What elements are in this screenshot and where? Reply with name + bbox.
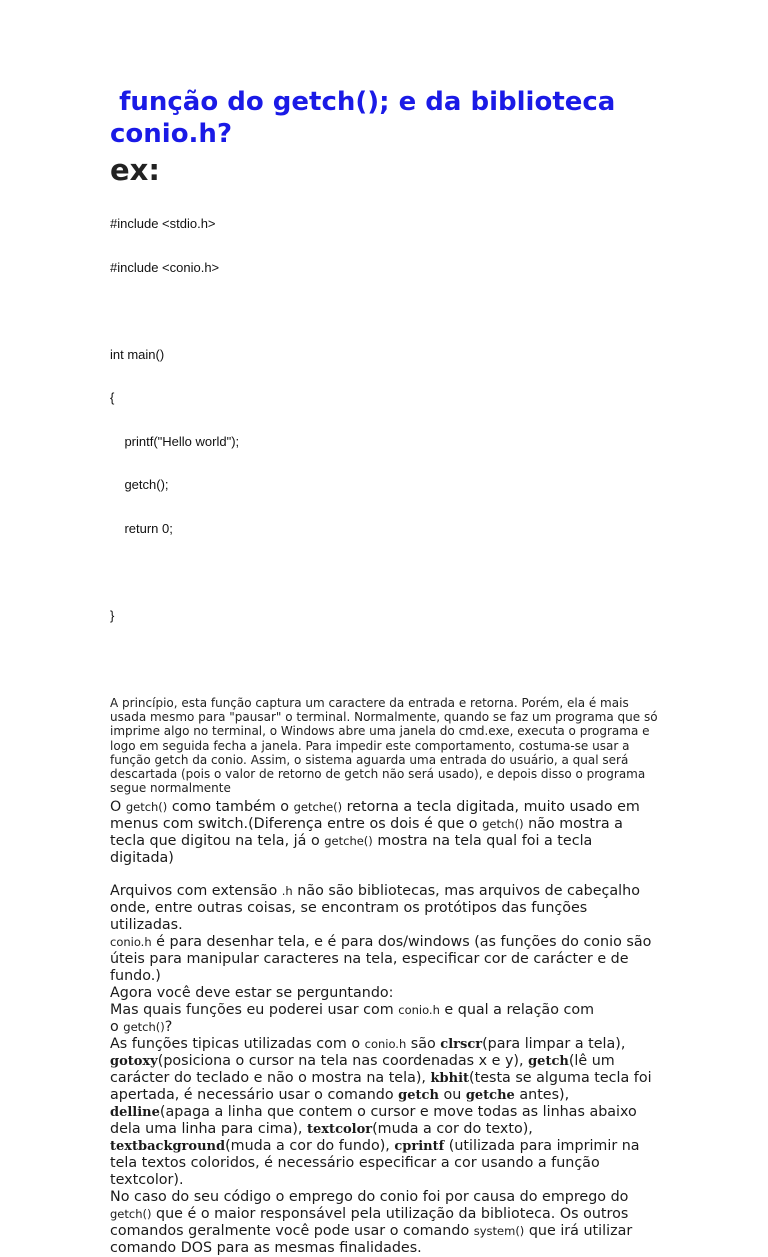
keyword: getch xyxy=(528,1054,569,1070)
function-name: getche() xyxy=(324,834,373,849)
code-line: getch(); xyxy=(110,477,169,492)
text-line: Arquivos com extensão .h não são bibliotecas, mas arquivos de cabeçalho onde, entre outras coisas, se encontram os protótipos das funções utilizadas. xyxy=(110,883,640,934)
code-line: { xyxy=(110,390,115,405)
keyword: delline xyxy=(110,1105,160,1121)
code-line: return 0; xyxy=(110,520,173,536)
function-name: getche() xyxy=(293,800,343,815)
keyword: textbackground xyxy=(110,1139,226,1155)
function-name: getch() xyxy=(482,817,524,832)
function-name: getch() xyxy=(110,1207,152,1222)
text-line: Agora você deve estar se perguntando: xyxy=(110,985,394,1002)
keyword: clrscr xyxy=(440,1037,483,1053)
paragraph-getch-explanation: A princípio, esta função captura um caractere da entrada e retorna. Porém, ela é mais usada mesmo para "pausar" o terminal. Normalmente, quando se faz um programa que só imprime algo no terminal, o Windows abre uma janela do cmd.exe, executa o programa e logo em seguida fecha a janela. Para impedir este comportamento, costuma-se usar a função getch da conio. Assim, o sistema aguarda uma entrada do usuário, a qual será descartada (pois o valor de retorno de getch não será usado), e depois disso o programa segue normalmente xyxy=(110,696,658,796)
text-line: As funções tipicas utilizadas com o conio.h são clrscr(para limpar a tela), gotoxy(posiciona o cursor na tela nas coordenadas x e y), getch(lê um carácter do teclado e não o mostra na tela), kbhit(testa se alguma tecla foi apertada, é necessário usar o comando getch ou getche antes), delline(apaga a linha que contem o cursor e move todas as linhas abaixo dela uma linha para cima), textcolor(muda a cor do texto), textbackground(muda a cor do fundo), cprintf (utilizada para imprimir na tela textos coloridos, é necessário especificar a cor usando a função textcolor). xyxy=(110,1036,652,1189)
code-block xyxy=(110,188,660,652)
keyword: getch xyxy=(398,1088,439,1104)
keyword: gotoxy xyxy=(110,1054,158,1070)
keyword: kbhit xyxy=(430,1071,470,1087)
paragraph-getch-vs-getche: O getch() como também o getche() retorna a tecla digitada, muito usado em menus com switch.(Diferença entre os dois é que o getch() não mostra a tecla que digitou na tela, já o getche() mostra na tela qual foi a tecla digitada) xyxy=(110,799,640,867)
code-line: printf("Hello world"); xyxy=(110,433,240,449)
code-line: #include <stdio.h> xyxy=(110,216,216,231)
keyword: getche xyxy=(465,1088,515,1104)
function-name: conio.h xyxy=(364,1037,407,1052)
keyword: cprintf xyxy=(394,1139,445,1155)
function-name: system() xyxy=(473,1224,525,1239)
function-name: conio.h xyxy=(398,1003,440,1018)
text-line: conio.h é para desenhar tela, e é para dos/windows (as funções do conio são úteis para manipular caracteres na tela, especificar cor de carácter e de fundo.) xyxy=(110,934,652,985)
paragraph-conio-explanation xyxy=(110,883,660,1257)
code-line: #include <conio.h> xyxy=(110,259,220,275)
function-name: .h xyxy=(281,884,293,899)
function-name: conio.h xyxy=(110,935,152,950)
example-heading: ex: xyxy=(110,153,160,187)
document-body xyxy=(110,86,660,1257)
code-line xyxy=(110,565,660,580)
code-line: } xyxy=(110,607,115,623)
page-title: função do getch(); e da biblioteca conio.h? xyxy=(110,87,625,149)
function-name: getch() xyxy=(125,800,168,815)
text-line: Mas quais funções eu poderei usar com conio.h e qual a relação com o getch()? xyxy=(110,1002,595,1036)
keyword: textcolor xyxy=(307,1122,373,1138)
code-line xyxy=(110,304,660,319)
code-line: int main() xyxy=(110,346,165,362)
function-name: getch() xyxy=(123,1020,165,1035)
text-line: No caso do seu código o emprego do conio foi por causa do emprego do getch() que é o maior responsável pela utilização da biblioteca. Os outros comandos geralmente você pode usar o comando system() que irá utilizar comando DOS para as mesmas finalidades. xyxy=(110,1189,633,1257)
